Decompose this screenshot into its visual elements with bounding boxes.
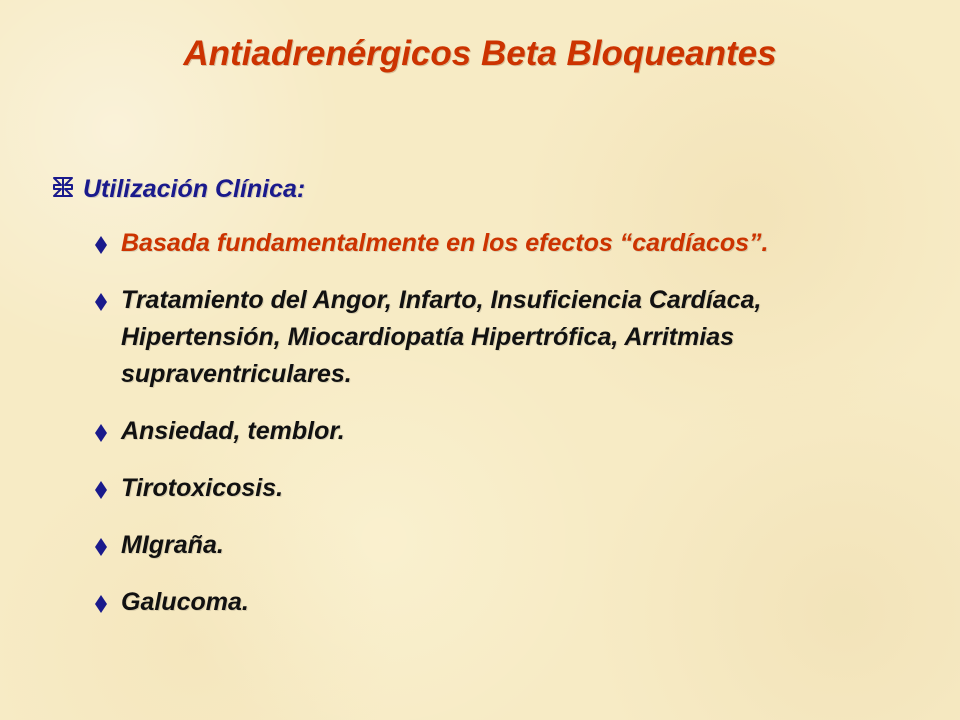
slide-title: Antiadrenérgicos Beta Bloqueantes <box>183 34 777 73</box>
bullet-text: Ansiedad, temblor. <box>121 417 345 445</box>
section-utilizacion-clinica <box>52 170 932 616</box>
section-header <box>52 170 932 210</box>
list-item <box>94 527 914 564</box>
section-title: Utilización Clínica: <box>83 175 306 203</box>
bullet-text: Tratamiento del Angor, Infarto, Insuficiencia Cardíaca, Hipertensión, Miocardiopatía Hipertrófica, Arritmias supraventriculares. <box>121 286 762 388</box>
bullet-list <box>94 225 914 641</box>
diamond-icon <box>94 536 108 558</box>
diamond-icon <box>94 422 108 444</box>
list-item <box>94 584 914 621</box>
maltese-cross-icon <box>52 176 74 198</box>
bullet-text: MIgraña. <box>121 531 224 559</box>
bullet-text: Tirotoxicosis. <box>121 474 284 502</box>
bullet-text: Basada fundamentalmente en los efectos “cardíacos”. <box>121 229 769 257</box>
list-item <box>94 282 914 393</box>
diamond-icon <box>94 479 108 501</box>
list-item <box>94 413 914 450</box>
list-item <box>94 470 914 507</box>
bullet-text: Galucoma. <box>121 588 249 616</box>
diamond-icon <box>94 593 108 615</box>
diamond-icon <box>94 291 108 313</box>
list-item <box>94 225 914 262</box>
diamond-icon <box>94 234 108 256</box>
